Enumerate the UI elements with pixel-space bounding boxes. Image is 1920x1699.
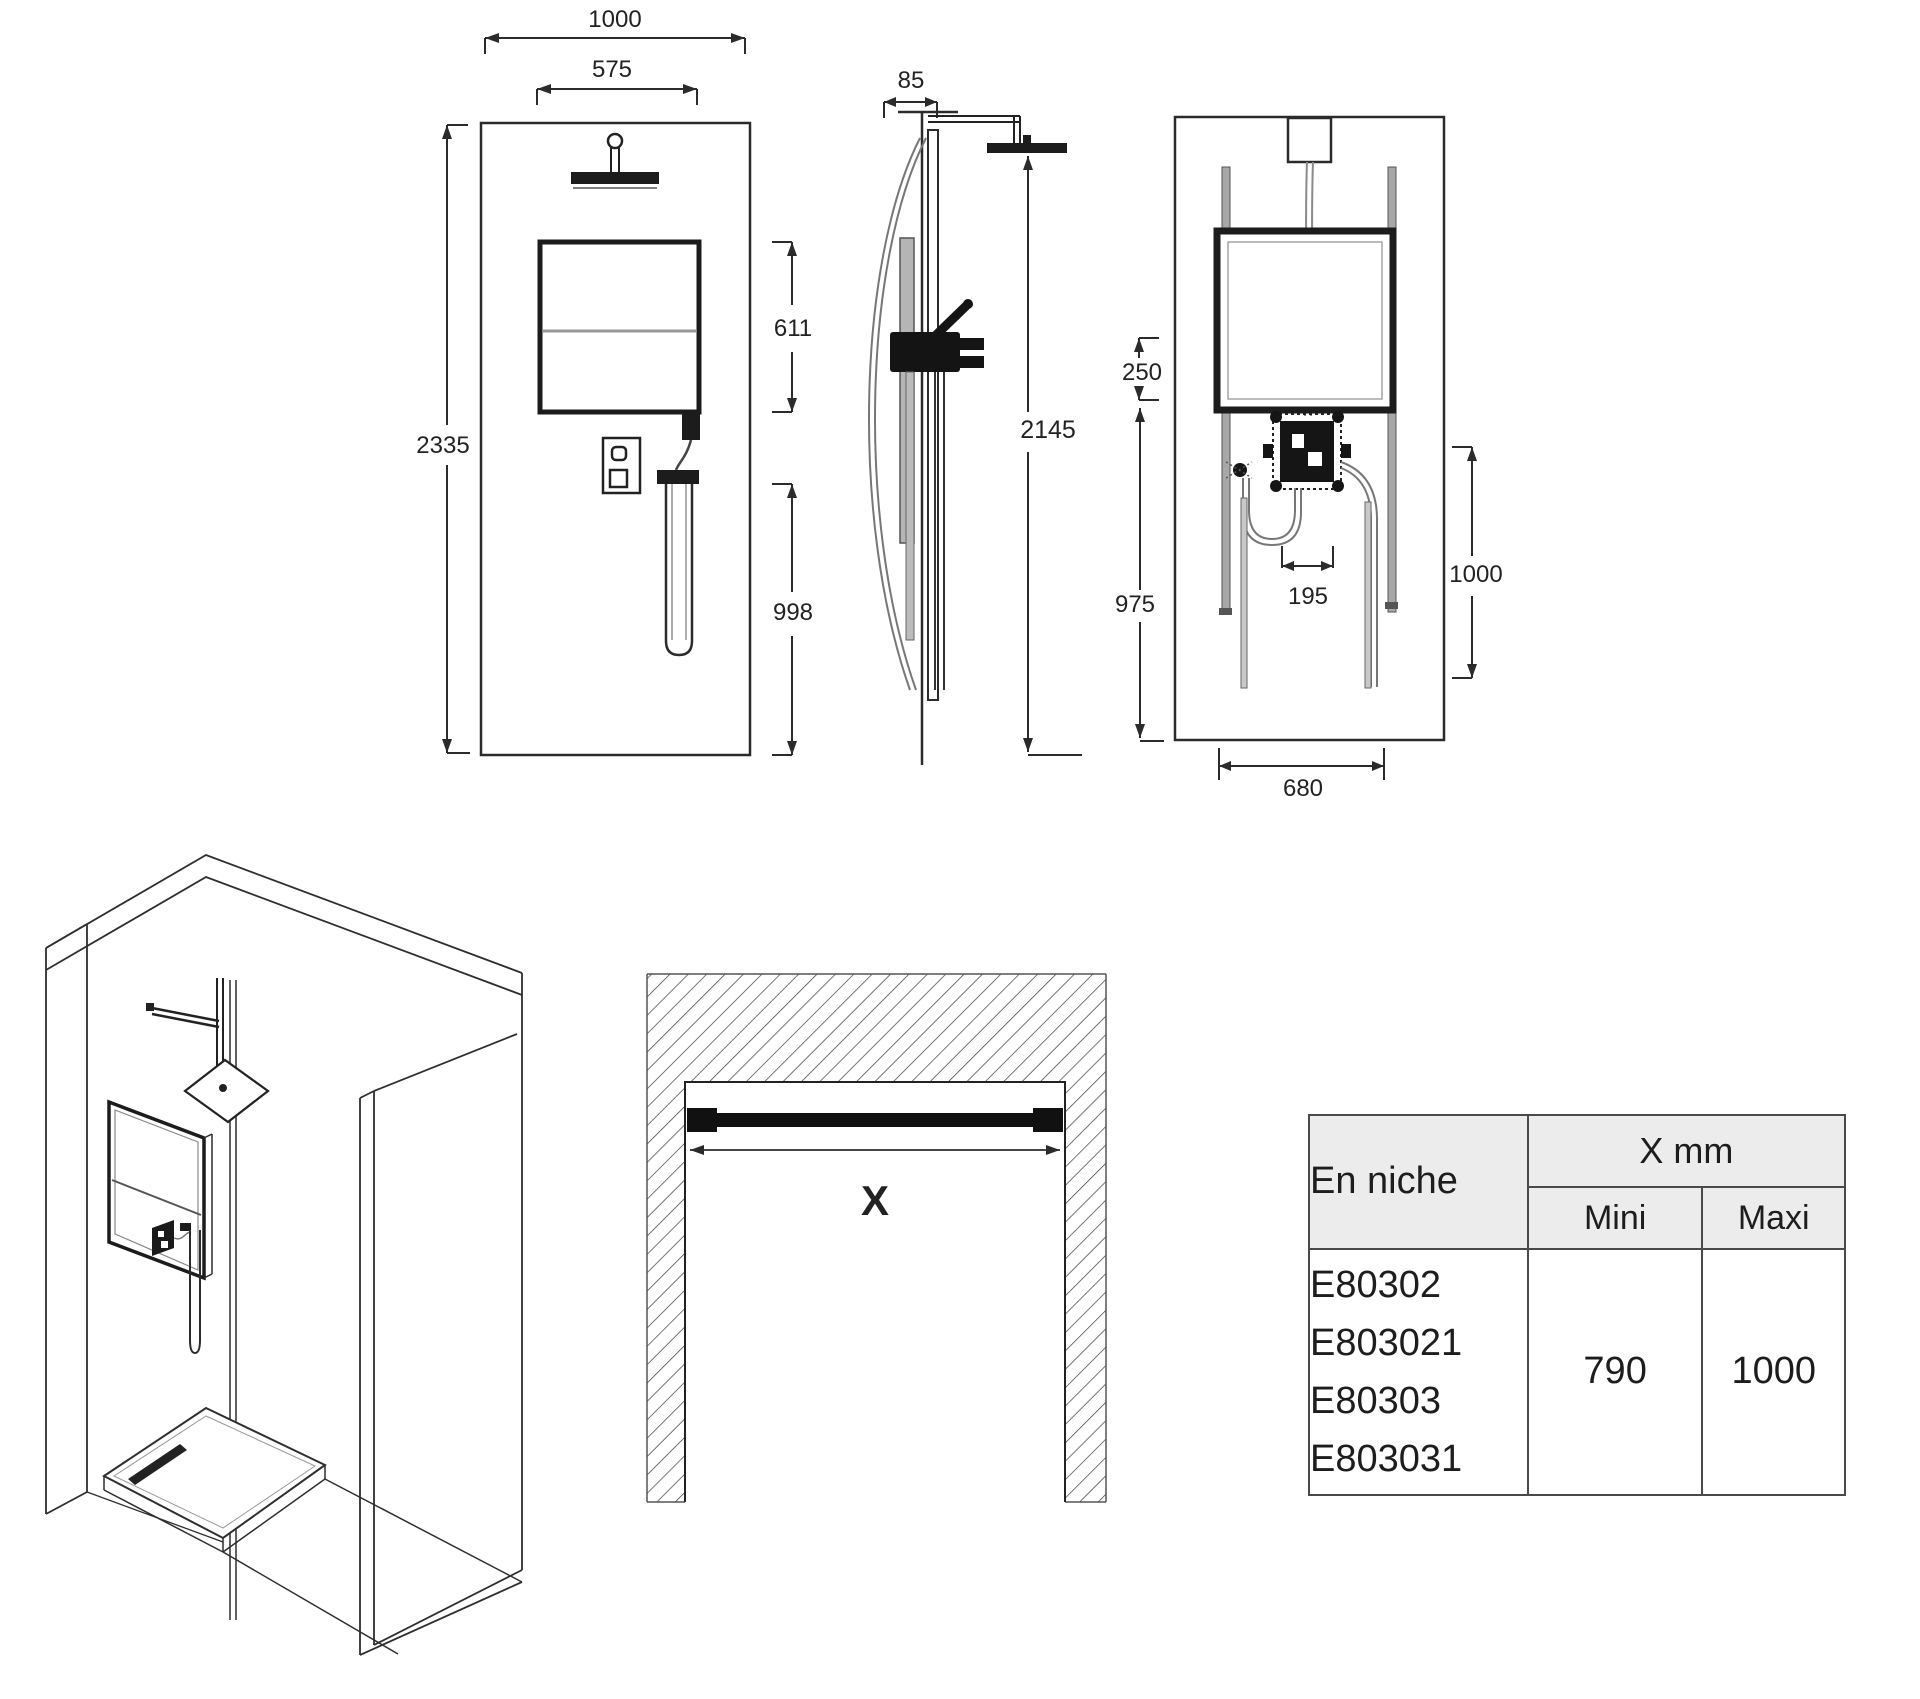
niche-storage-box-front [540, 242, 699, 412]
slide-bracket-front [682, 412, 700, 440]
shower-tray-iso [104, 1408, 325, 1552]
plan-top-view [620, 950, 1140, 1540]
dim-supply-height: 975 [1114, 591, 1156, 618]
dim-valve-offset: 250 [1121, 359, 1163, 386]
product-code: E80303 [1310, 1379, 1442, 1422]
spec-table [1308, 1114, 1846, 1496]
handshower-front [657, 440, 699, 655]
sliding-door-bar-plan [687, 1108, 1063, 1132]
table-col-group: X mm [1528, 1115, 1845, 1187]
shower-arm-side [928, 116, 1067, 153]
hose-loop-rear [1243, 462, 1377, 687]
table-max-value: 1000 [1702, 1249, 1845, 1495]
product-code: E80302 [1310, 1263, 1442, 1306]
dim-niche-height: 611 [773, 315, 813, 342]
table-row-header: En niche [1309, 1115, 1528, 1249]
table-min-value: 790 [1528, 1249, 1703, 1495]
dim-opening-width: X [860, 1177, 890, 1224]
table-product-codes [1309, 1249, 1528, 1495]
isometric-enclosure-view [20, 830, 560, 1699]
rain-head-iso [146, 978, 268, 1122]
dim-shower-height: 2145 [1020, 416, 1076, 444]
dim-total-height: 2335 [416, 432, 470, 459]
thermostatic-valve-rear [1263, 411, 1351, 492]
table-col-min: Mini [1528, 1187, 1703, 1248]
dim-rail-spacing: 680 [1282, 775, 1324, 802]
dim-hose-spacing: 195 [1287, 583, 1329, 610]
front-elevation-view [380, 0, 820, 790]
dim-depth: 85 [897, 67, 925, 94]
side-profile-view [840, 50, 1102, 780]
control-unit-front [603, 438, 640, 493]
dim-handset-height: 998 [772, 599, 814, 626]
product-code: E803021 [1310, 1321, 1463, 1364]
dim-head-width: 575 [591, 56, 633, 83]
hose-arc-side [869, 138, 926, 690]
product-code: E803031 [1310, 1437, 1463, 1480]
niche-frame-rear [1217, 231, 1393, 410]
dim-overall-width: 1000 [588, 6, 642, 33]
dim-rail-height: 1000 [1449, 561, 1503, 588]
rain-shower-head-front [571, 134, 659, 188]
rear-installation-view [1100, 90, 1560, 810]
table-col-max: Maxi [1702, 1187, 1845, 1248]
wall-hatching [647, 974, 1106, 1502]
